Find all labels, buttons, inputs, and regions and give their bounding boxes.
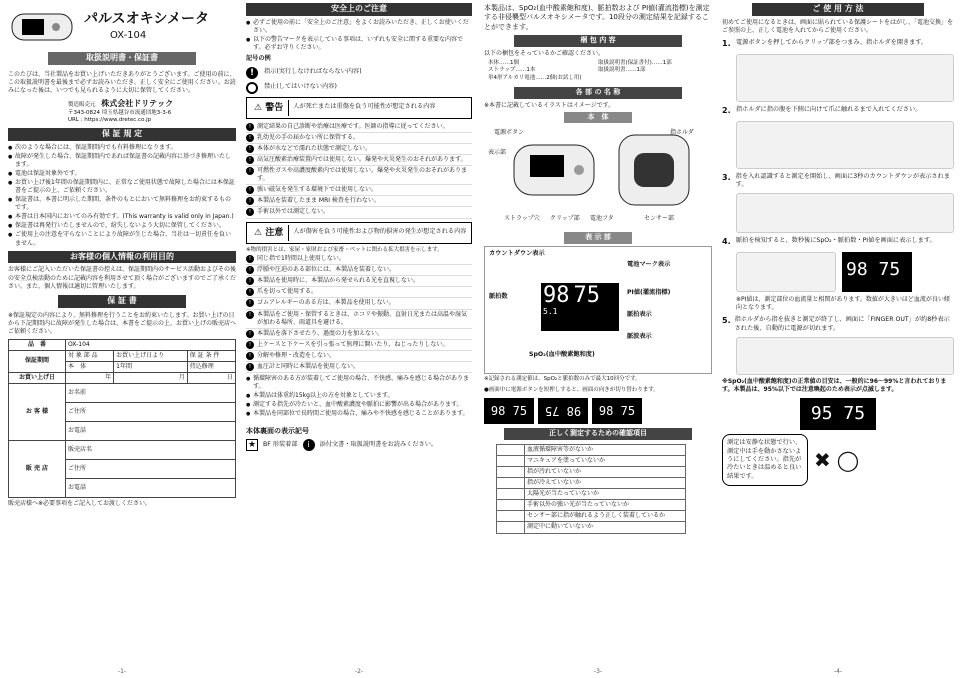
step-4-visual — [736, 252, 954, 292]
exclamation-icon: ! — [246, 330, 254, 338]
cross-icon: ✖ — [814, 447, 831, 472]
list-item: ● 故障が発生した場合、保証期間内であれば保証書の記載内容に基づき修理いたします。 — [8, 153, 236, 169]
check-item: 指が汚れていないか — [525, 466, 686, 477]
spo2-reading: 98 — [490, 404, 506, 419]
pr-reading: 75 — [843, 403, 866, 425]
pr-reading: 75 — [512, 404, 528, 419]
step-4-screen — [842, 252, 912, 292]
display-label: PI値(灌流指標) — [627, 288, 671, 296]
column-3 — [484, 0, 712, 678]
check-icon-cell — [497, 466, 525, 477]
warning-list — [246, 122, 472, 219]
screen-variant — [592, 398, 642, 424]
check-item: 測定中に動いていないか — [525, 522, 686, 533]
intro-text: このたびは、当社製品をお買い上げいただきありがとうございます。ご使用の前に、この取扱説明書を最後まで必ずお読みいただき、正しく安全にご使用ください。お読みになった後は、いつでも見られるように大切に保管してください。 — [8, 70, 236, 94]
exclamation-icon: ! — [246, 277, 254, 285]
customer-phone-field[interactable]: お電話 — [65, 422, 235, 441]
step-2-illustration — [736, 121, 954, 169]
step-text: 指を入れ認識すると測定を開始し、画面に3秒のカウントダウンが表示されます。 — [735, 172, 950, 188]
display-heading: 表 示 部 — [564, 232, 632, 243]
bf-symbol-icon: ★ — [247, 440, 257, 451]
parts-note: ※本書に記載しているイラストはイメージです。 — [484, 101, 615, 109]
date-label: お買い上げ日 — [9, 373, 66, 384]
spo2-reading: 98 — [846, 259, 868, 281]
certificate-intro: ※保証規定の内容により、無料修理を行うことをお約束いたします。お買い上げの日から下記期間内に故障が発生した場合は、本書をご提示の上、お買い上げの販売店へご依頼ください。 — [8, 311, 236, 335]
list-item — [246, 362, 472, 373]
customer-label: お 客 様 — [9, 384, 66, 441]
spo2-note: ※SpO₂(血中酸素飽和度)の正常値の目安は、一般的に96～99%と言われております。本製品は、95%以下では注意喚起のため表示が点滅します。 — [722, 378, 947, 394]
exclamation-icon: ! — [246, 299, 254, 307]
body-label: 本 体 — [564, 112, 632, 123]
spo2-reading: 98 — [598, 404, 614, 419]
contents-note: 以下の梱包をそっているかご確認ください。 — [484, 49, 605, 57]
caution-text: 本製品を落下させたり、過度の力を加えない。 — [257, 329, 384, 337]
list-item — [246, 122, 472, 133]
safety-heading: 安全上のご注意 — [246, 3, 472, 16]
part-label: 表示部 — [488, 149, 507, 157]
caution-desc: 人が傷害を負う可能性および物的損害の発生が想定される内容 — [293, 228, 467, 236]
caution-text: 浮腫や圧迫のある部位には、本製品を装着しない。 — [257, 266, 396, 274]
caution-note: ※物的損害とは、家屋・家財および家畜・ペットに関わる拡大損害を示します。 — [246, 246, 443, 253]
prohibit-icon — [246, 82, 258, 94]
pi-reading: 5.1 — [543, 306, 558, 316]
symbol-must-text: 指示(実行しなければならない内容) — [264, 68, 362, 76]
pr-reading: 75 — [620, 404, 636, 419]
warning-text: 本製品を装着したまま MRI 検査を行わない。 — [257, 197, 380, 205]
pr-reading: 75 — [878, 259, 901, 281]
step-text: 指ホルダから指を抜きと測定が終了し、画面に「FINGER OUT」が約8秒表示された後、自動的に電源が切れます。 — [734, 316, 950, 332]
check-table — [496, 444, 686, 534]
footnote: 販売店様へ※必要事項をご記入してお渡しください。 — [8, 500, 152, 508]
part-label: クリップ部 — [550, 215, 580, 223]
warning-text: 強い磁気を発生する環境下では使用しない。 — [257, 186, 378, 194]
list-item: 取扱説明書(保証書付)……1部 — [598, 59, 672, 66]
list-item — [246, 254, 472, 265]
step-text: 指ホルダに指の腹を下側に向けて爪に触れるまで入れてください。 — [736, 105, 922, 113]
warning-text: 測定結果の自己診断や治療は医療です。医師の指導に従ってください。 — [257, 122, 449, 130]
oximeter-screen — [541, 283, 619, 331]
exclamation-icon: ! — [246, 167, 254, 175]
page-number: -4- — [833, 667, 843, 675]
warranty-heading: 保 証 規 定 — [8, 128, 236, 141]
exclamation-icon: ! — [246, 352, 254, 360]
list-item — [246, 329, 472, 340]
list-item — [246, 185, 472, 196]
exclamation-icon: ! — [246, 197, 254, 205]
caution-list — [246, 254, 472, 373]
exclamation-icon: ! — [246, 266, 254, 274]
check-icon-cell — [497, 478, 525, 489]
display-label: 脈拍数 — [489, 292, 508, 300]
page-number: -3- — [593, 667, 603, 675]
screen-variant — [484, 398, 534, 424]
symbol-must-row — [246, 67, 472, 79]
shop-label: 販 売 店 — [9, 441, 66, 498]
warning-text: 高気圧酸素治療装置内では使用しない。爆発や火災発生のおそれがあります。 — [257, 155, 467, 163]
step-3: 3. 指を入れ認識すると測定を開始し、画面に3秒のカウントダウンが表示されます。 — [722, 173, 954, 190]
maker-label: 製造販売元 — [68, 102, 96, 109]
spo2-reading: 98 — [566, 404, 582, 419]
certificate-table — [8, 339, 236, 498]
list-item — [246, 276, 472, 287]
list-item: ● 以下の警告マークを表示している事項は、いずれも安全に関する重要な内容です。必ずお守りください。 — [246, 36, 472, 52]
column-1 — [8, 0, 236, 678]
list-item: ● 保証書は再発行いたしませんので、紛失しないよう大切に保管してください。 — [8, 222, 236, 230]
extra-caution-list — [246, 375, 472, 418]
list-item: ● 本製品を同部位で長時間ご使用の場合、痛みや不快感を感じることがあります。 — [246, 410, 472, 418]
privacy-heading: お客様の個人情報の利用目的 — [8, 251, 236, 264]
howto-heading: ご 使 用 方 法 — [752, 3, 924, 16]
orientation-screens — [484, 398, 712, 424]
warning-text: 乳幼児の手の届かない所に保管する。 — [257, 133, 360, 141]
safety-intro-list — [246, 19, 472, 52]
posture-section — [722, 434, 954, 486]
part-label: ストラップ穴 — [504, 215, 540, 223]
table-cell: 1年間 — [114, 361, 188, 372]
pr-reading: 75 — [544, 404, 560, 419]
exclamation-icon: ! — [246, 255, 254, 263]
list-item — [246, 133, 472, 144]
check-item: 指が冷えていないか — [525, 478, 686, 489]
exclamation-icon: ! — [246, 208, 254, 216]
check-item: 手術以外の強い光が当たっていないか — [525, 500, 686, 511]
list-item: 取扱説明書……1部 — [598, 67, 646, 74]
step-text: 電源ボタンを押してからクリップ部をつまみ、指ホルダを開きます。 — [736, 38, 928, 46]
part-label: 指ホルダ — [670, 129, 694, 137]
part-label: 電池フタ — [590, 215, 614, 223]
symbol-section-title: 本体裏面の表示記号 — [246, 426, 309, 435]
symbol-prohibit-text: 禁止(してはいけない内容) — [264, 83, 337, 91]
product-label: 品 番 — [9, 339, 66, 350]
company-address: 〒343-0824 埼玉県越谷市流通団地3-3-6 — [68, 109, 172, 116]
page-number: -1- — [117, 667, 127, 675]
caution-text: ゴムアレルギーのある方は、本製品を使用しない。 — [257, 299, 395, 307]
caution-text: 血圧計と同時に本製品を使用しない。 — [257, 363, 360, 371]
instruction-bubble: 測定は安静な状態で行い、測定中は手を動かさないようにしてください。指先が冷たいときは温めると良い結果です。 — [722, 434, 808, 486]
model-number: OX-104 — [110, 29, 147, 41]
list-item — [246, 310, 472, 329]
display-label: カウントダウン表示 — [489, 249, 545, 257]
caution-text: 上ケースと下ケースを引っ張って無理に開いたり、ねじったりしない。 — [257, 340, 449, 348]
symbol-row — [246, 439, 472, 451]
screen-variant — [538, 398, 588, 424]
certificate-heading: 保 証 書 — [58, 295, 186, 308]
exclamation-icon: ! — [246, 134, 254, 142]
column-4 — [722, 0, 954, 678]
symbol-prohibit-row — [246, 82, 472, 94]
list-item — [246, 144, 472, 155]
warning-label-text: 警告 — [265, 102, 284, 113]
list-item — [246, 287, 472, 298]
shop-address-field[interactable]: ご住所 — [65, 460, 235, 479]
warning-box — [246, 97, 472, 119]
list-item — [246, 207, 472, 218]
caution-text: 分解や修理・改造をしない。 — [257, 351, 336, 359]
step-4-illustration — [736, 252, 836, 292]
exclamation-icon: ! — [246, 341, 254, 349]
product-title: パルスオキシメータ — [84, 10, 210, 27]
list-item — [246, 166, 472, 185]
list-item: ● 本製品は体重約15kg以上の方を対象としています。 — [246, 392, 472, 400]
check-item: マニキュアを塗っていないか — [525, 455, 686, 466]
step-text: 脈拍を検知すると、数秒後にSpO₂・脈拍数・PI値を画面に表示します。 — [736, 237, 936, 245]
caution-text: 爪を切って使用する。 — [257, 288, 318, 296]
check-icon-cell — [497, 444, 525, 455]
check-item: 血液循環障害等がないか — [525, 444, 686, 455]
shop-phone-field[interactable]: お電話 — [65, 479, 235, 498]
spo2-reading: 95 — [810, 403, 833, 425]
bf-symbol-text: BF 形装着部 — [263, 440, 298, 448]
privacy-text: お客様にご記入いただいた保証書の控えは、保証期間内のサービス活動およびその後の安全点検活動のために記載内容を利用させて頂く場合がございますのでご了承ください。また、個人情報は適切に管理いたします。 — [8, 266, 236, 290]
company-name: 株式会社ドリテック — [101, 99, 174, 109]
display-note: ※記録される測定値は、SpO₂と脈拍数のみで最大10回分です。 — [484, 375, 641, 382]
step-1: 1. 電源ボタンを押してからクリップ部をつまみ、指ホルダを開きます。 — [722, 38, 928, 48]
list-item: ● 循環障害のある方が装着してご使用の場合、不快感、痛みを感じる場合があります。 — [246, 375, 472, 391]
parts-heading: 各 部 の 名 称 — [514, 87, 682, 98]
table-header: 対 象 部 品 — [65, 350, 113, 361]
check-item: センサー部に指が触れるよう正しく装着しているか — [525, 511, 686, 522]
circle-icon: ◯ — [836, 447, 860, 472]
warning-screen — [800, 398, 876, 430]
caution-text: 本製品をご使用・保管するときは、ホコリや振動、直射日光または高温や湿気が加わる場所、雨道具を避ける。 — [257, 310, 468, 326]
spo2-reading: 98 — [543, 282, 570, 308]
warning-label: ⚠ 警告 — [249, 100, 289, 116]
caution-label: ⚠ 注意 — [249, 225, 289, 241]
list-item: ● 次のような場合には、保証期間内でも有料修理になります。 — [8, 144, 236, 152]
table-header: 保 証 条 件 — [187, 350, 235, 361]
step-1-illustration — [736, 54, 954, 102]
date-cell: 日 — [187, 373, 235, 384]
list-item: 単4形アルカリ電池……2個(お試し用) — [488, 74, 582, 81]
list-item: ● 電池は保証対象外です。 — [8, 170, 236, 178]
company-url: URL : https://www.dretec.co.jp — [68, 117, 152, 124]
check-icon-cell — [497, 500, 525, 511]
check-icon-cell — [497, 489, 525, 500]
list-item — [246, 155, 472, 166]
check-heading: 正しく測定するための確認項目 — [504, 428, 692, 439]
orientation-note: ●画面中に電源ボタンを短押しすると、画面の向きが切り替わります。 — [484, 386, 659, 393]
document-icon: i — [303, 439, 315, 451]
column-2 — [246, 0, 472, 678]
list-item: ストラップ……1本 — [488, 67, 536, 74]
customer-address-field[interactable]: ご住所 — [65, 403, 235, 422]
exclamation-icon: ! — [246, 156, 254, 164]
part-label: センサー部 — [644, 215, 675, 223]
howto-intro: 初めてご使用になるときは、画面に貼られている保護シートをはがし、「電池交換」をご参照の上、正しく電池を入れてからご使用ください。 — [722, 18, 954, 34]
product-value: OX-104 — [65, 339, 235, 350]
exclamation-icon: ! — [246, 363, 254, 371]
check-icon-cell — [497, 511, 525, 522]
contents-heading: 梱 包 内 容 — [514, 35, 682, 46]
part-label: 電源ボタン — [494, 129, 525, 137]
display-label: SpO₂(血中酸素飽和度) — [529, 350, 595, 358]
display-label: 電池マーク表示 — [627, 260, 671, 268]
pr-reading: 75 — [573, 282, 600, 308]
customer-name-field[interactable]: お名前 — [65, 384, 235, 403]
check-item: 太陽光が当たっていないか — [525, 489, 686, 500]
step-4: 4. 脈拍を検知すると、数秒後にSpO₂・脈拍数・PI値を画面に表示します。 — [722, 237, 936, 247]
product-intro: 本製品は、SpO₂(血中酸素飽和度)、脈拍数および PI値(灌流指標)を測定する非侵襲型パルスオキシメータです。10段分の測定結果を記録することができます。 — [484, 4, 710, 31]
table-cell: 持込修理 — [187, 361, 235, 372]
shop-name-field[interactable]: 販売店名 — [65, 441, 235, 460]
warning-screen-wrap — [722, 398, 954, 430]
step-5-illustration — [736, 337, 954, 375]
caution-label-text: 注意 — [265, 227, 284, 238]
list-item — [246, 265, 472, 276]
caution-box — [246, 222, 472, 244]
warning-text: 手術以外では測定しない。 — [257, 208, 330, 216]
maker-info — [68, 99, 236, 125]
exclamation-icon: ! — [246, 67, 258, 79]
warranty-list — [8, 144, 236, 248]
list-item — [246, 340, 472, 351]
step-3-illustration — [736, 193, 954, 233]
exclamation-icon: ! — [246, 186, 254, 194]
caution-text: 本製品を使用時に、本製品から発せられる光を直視しない。 — [257, 277, 420, 285]
pi-note: ※PI値は、測定部位の血流量と相関があります。数値が大きいほど血流が良い傾向となります。 — [736, 296, 950, 312]
display-label: 脈拍表示 — [627, 310, 652, 318]
step-2: 2. 指ホルダに指の腹を下側に向けて爪に触れるまで入れてください。 — [722, 105, 922, 115]
list-item: ● 測定する指先が冷たいと、血中酸素濃度や脈拍に影響が出る場合があります。 — [246, 401, 472, 409]
list-item — [246, 298, 472, 309]
manual-label: 取扱説明書・保証書 — [48, 52, 196, 65]
exclamation-icon: ! — [246, 145, 254, 153]
table-cell: 本 体 — [65, 361, 113, 372]
list-item: ● 保証書は、本書に明示した期間、条件のもとにおいて無料修理をお約束するものです。 — [8, 196, 236, 212]
list-item: ● 本書は日本国内においてのみ有効です。(This warranty is valid only in Japan.) — [8, 213, 236, 221]
warning-desc: 人が死亡または重傷を負う可能性が想定される内容 — [293, 103, 436, 111]
display-label: 脈波表示 — [627, 332, 652, 340]
symbol-example-title: 記号の例 — [246, 55, 271, 63]
display-diagram — [484, 246, 712, 374]
exclamation-icon: ! — [246, 288, 254, 296]
list-item: ● お買い上げ後1年間の保証期間内に、正常なご使用状態で故障した場合には本保証書をご提示の上、ご依頼ください。 — [8, 179, 236, 195]
exclamation-icon: ! — [246, 123, 254, 131]
oximeter-illustration — [8, 6, 78, 46]
period-label: 保証期間 — [9, 350, 66, 372]
page-number: -2- — [354, 667, 364, 675]
list-item: 本体……1個 — [488, 59, 519, 66]
table-header: お買い上げ日より — [114, 350, 188, 361]
check-icon-cell — [497, 455, 525, 466]
date-cell: 月 — [114, 373, 188, 384]
contents-list — [484, 58, 712, 84]
check-icon-cell — [497, 522, 525, 533]
list-item: ● 必ずご使用の前に「安全上のご注意」をよくお読みいただき、正しくお使いください。 — [246, 19, 472, 35]
caution-text: 同じ指で1時間以上使用しない。 — [257, 255, 345, 263]
step-5: 5. 指ホルダから指を抜きと測定が終了し、画面に「FINGER OUT」が約8秒表示された後、自動的に電源が切れます。 — [722, 316, 954, 333]
list-item — [246, 196, 472, 207]
warning-text: 本体が水などで濡れた状態で測定しない。 — [257, 144, 372, 152]
warning-text: 可燃性ガスや高濃度酸素内では使用しない。爆発や火災発生のおそれがあります。 — [257, 167, 468, 183]
exclamation-icon: ! — [246, 311, 254, 319]
list-item — [246, 351, 472, 362]
parts-diagram — [484, 125, 712, 230]
doc-symbol-text: 添付文書・取扱説明書をお読みください。 — [319, 440, 438, 448]
list-item: ● ご使用上の注意を守らないことにより故障が生じた場合、当社は一切責任を負いません。 — [8, 231, 236, 247]
date-cell: 年 — [65, 373, 113, 384]
